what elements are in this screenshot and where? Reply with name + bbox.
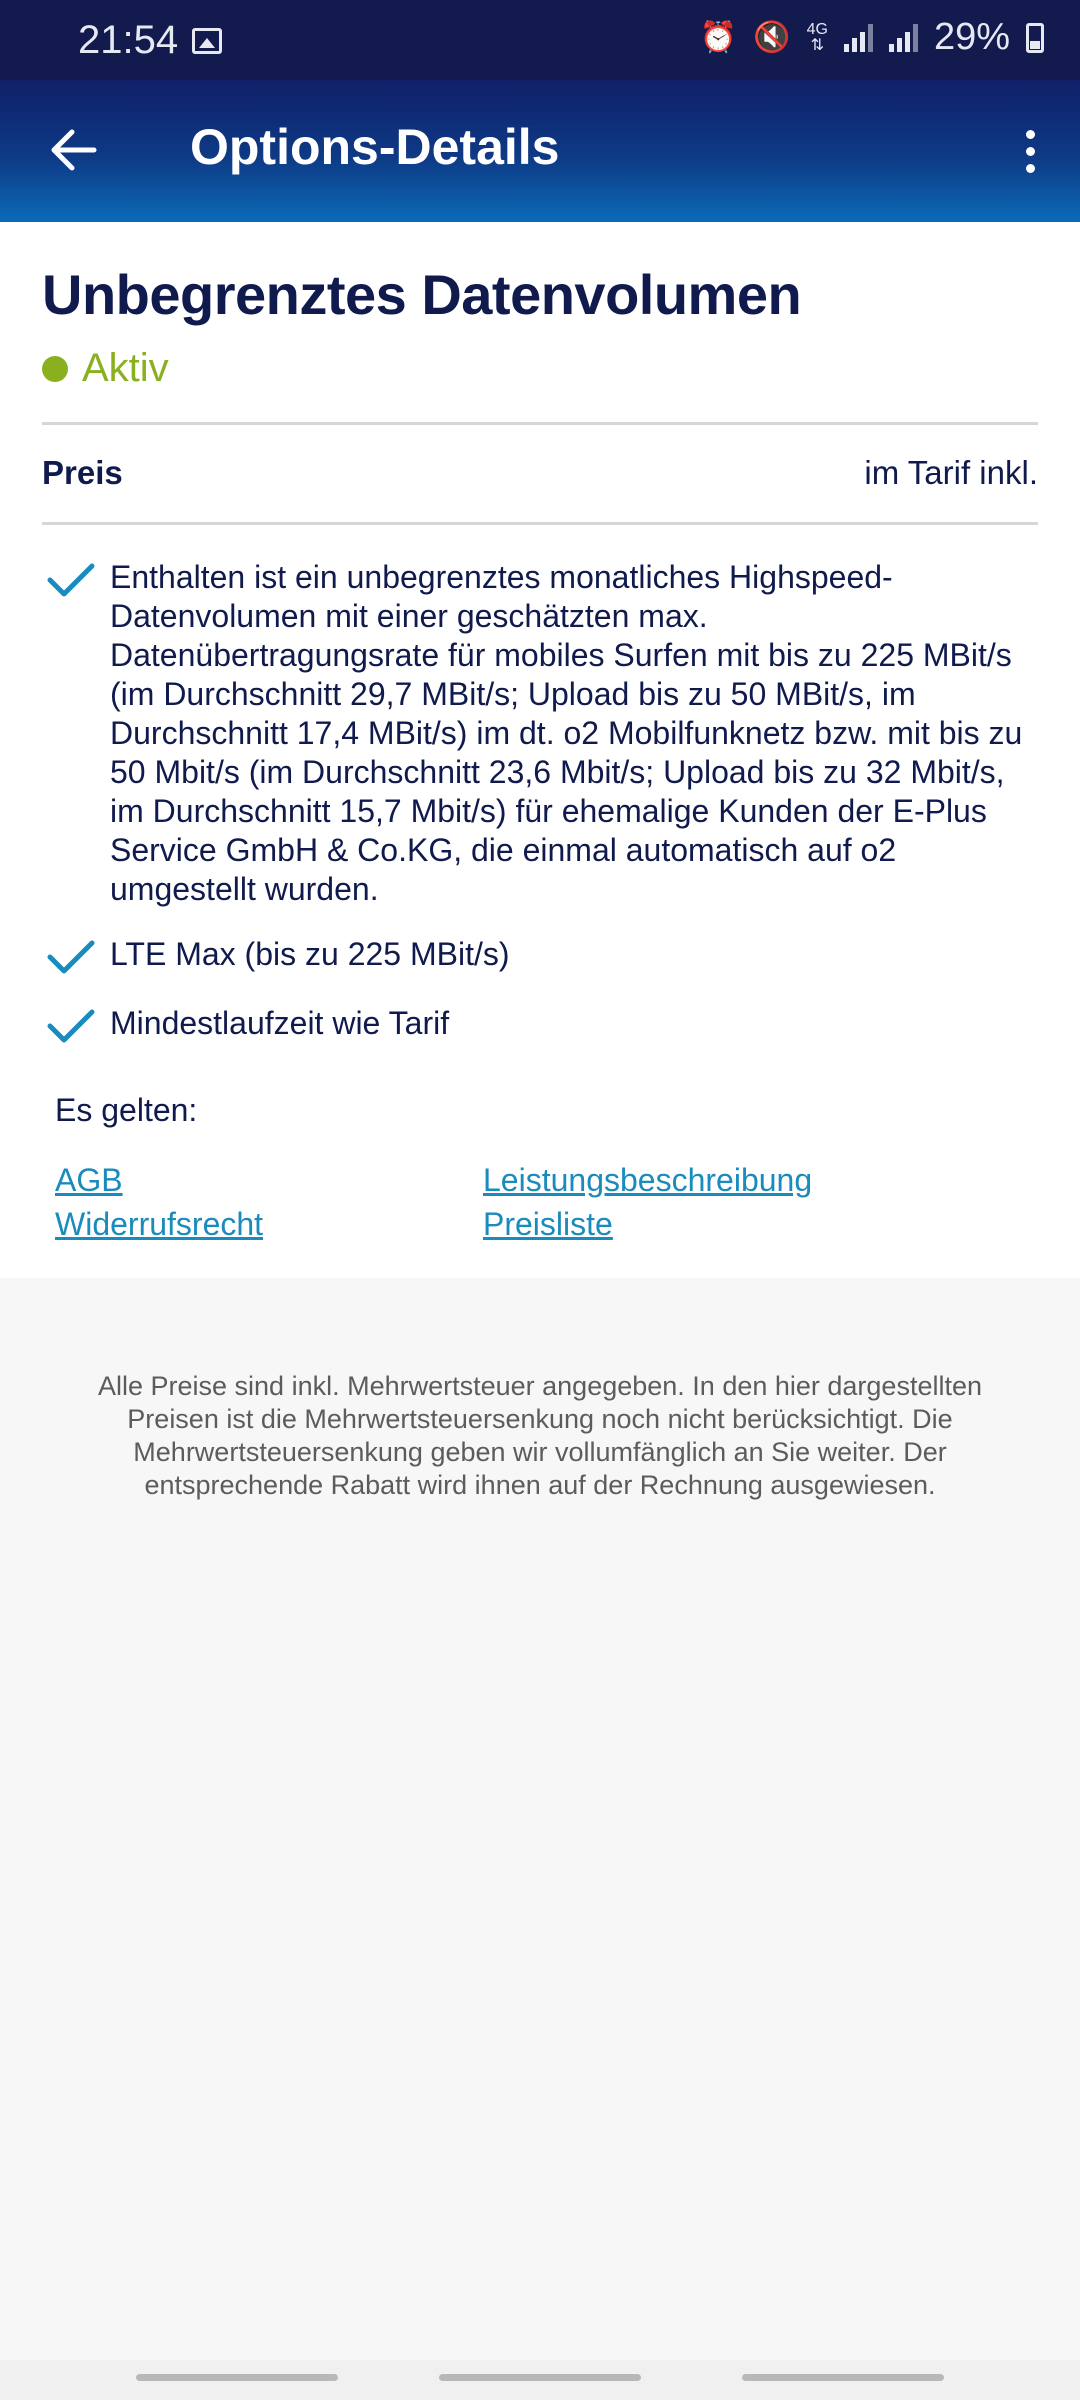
agb-link[interactable]: AGB xyxy=(55,1162,123,1198)
check-icon xyxy=(46,560,96,600)
page-title: Options-Details xyxy=(190,119,560,175)
network-type-label: 4G xyxy=(806,20,828,38)
mute-vibrate-icon: 🔇 xyxy=(753,20,791,54)
data-arrows-icon: ⇅ xyxy=(810,36,824,54)
alarm-icon: ⏰ xyxy=(699,20,738,54)
nav-home-button[interactable] xyxy=(439,2374,641,2381)
check-icon xyxy=(46,1006,96,1046)
more-options-button[interactable] xyxy=(1000,116,1060,186)
nav-back-button[interactable] xyxy=(742,2374,944,2381)
status-time: 21:54 xyxy=(78,18,179,62)
option-details-card xyxy=(0,222,1080,1278)
price-value: im Tarif inkl. xyxy=(864,454,1038,491)
back-button[interactable] xyxy=(44,120,104,180)
status-label: Aktiv xyxy=(82,346,169,390)
feature-text: LTE Max (bis zu 225 MBit/s) xyxy=(110,936,510,972)
widerrufsrecht-link[interactable]: Widerrufsrecht xyxy=(55,1206,264,1242)
image-icon xyxy=(192,28,222,54)
status-bar xyxy=(0,0,1080,80)
check-icon xyxy=(46,937,96,977)
divider xyxy=(42,522,1038,525)
signal-icon xyxy=(844,24,873,52)
signal-icon xyxy=(889,24,918,52)
preisliste-link[interactable]: Preisliste xyxy=(483,1206,613,1242)
system-navigation-bar xyxy=(0,2360,1080,2400)
battery-percentage: 29% xyxy=(933,16,1010,58)
nav-recents-button[interactable] xyxy=(136,2374,338,2381)
feature-list xyxy=(42,558,1042,1061)
feature-item xyxy=(42,1004,1042,1043)
leistungsbeschreibung-link[interactable]: Leistungsbeschreibung xyxy=(483,1162,813,1198)
status-dot-icon xyxy=(42,356,68,382)
price-label: Preis xyxy=(42,454,123,491)
network-type-icon xyxy=(807,22,828,54)
vat-disclaimer: Alle Preise sind inkl. Mehrwertsteuer angegeben. In den hier dargestellten Preisen ist die Mehrwertsteuersenkung noch nicht berücksichtigt. Die Mehrwertsteuersenkung geben wir vollumfänglich an Sie weiter. Der entsprechende Rabatt wird ihnen auf der Rechnung ausgewiesen. xyxy=(97,1371,982,1500)
feature-text: Mindestlaufzeit wie Tarif xyxy=(110,1005,450,1041)
battery-charging-icon xyxy=(1026,23,1044,53)
arrow-left-icon xyxy=(44,120,104,180)
status-badge xyxy=(42,346,169,391)
option-title: Unbegrenztes Datenvolumen xyxy=(42,263,802,326)
terms-heading: Es gelten: xyxy=(55,1092,198,1128)
feature-text: Enthalten ist ein unbegrenztes monatliches Highspeed-Datenvolumen mit einer geschätzten max. Datenübertragungsrate für mobiles Surfen mit bis zu 225 MBit/s (im Durchschnitt 29,7 MBit/s; Upload bis zu 50 MBit/s, im Durchschnitt 17,4 MBit/s) im dt. o2 Mobilfunknetz bzw. mit bis zu 50 Mbit/s (im Durchschnitt 23,6 Mbit/s; Upload bis zu 32 Mbit/s, im Durchschnitt 15,7 Mbit/s) für ehemalige Kunden der E-Plus Service GmbH & Co.KG, die einmal automatisch auf o2 umgestellt wurden. xyxy=(110,559,1023,907)
divider xyxy=(42,422,1038,425)
more-vertical-icon xyxy=(1026,130,1035,139)
feature-item xyxy=(42,558,1042,909)
app-bar xyxy=(0,80,1080,222)
status-indicators xyxy=(700,16,1044,59)
feature-item xyxy=(42,935,1042,974)
